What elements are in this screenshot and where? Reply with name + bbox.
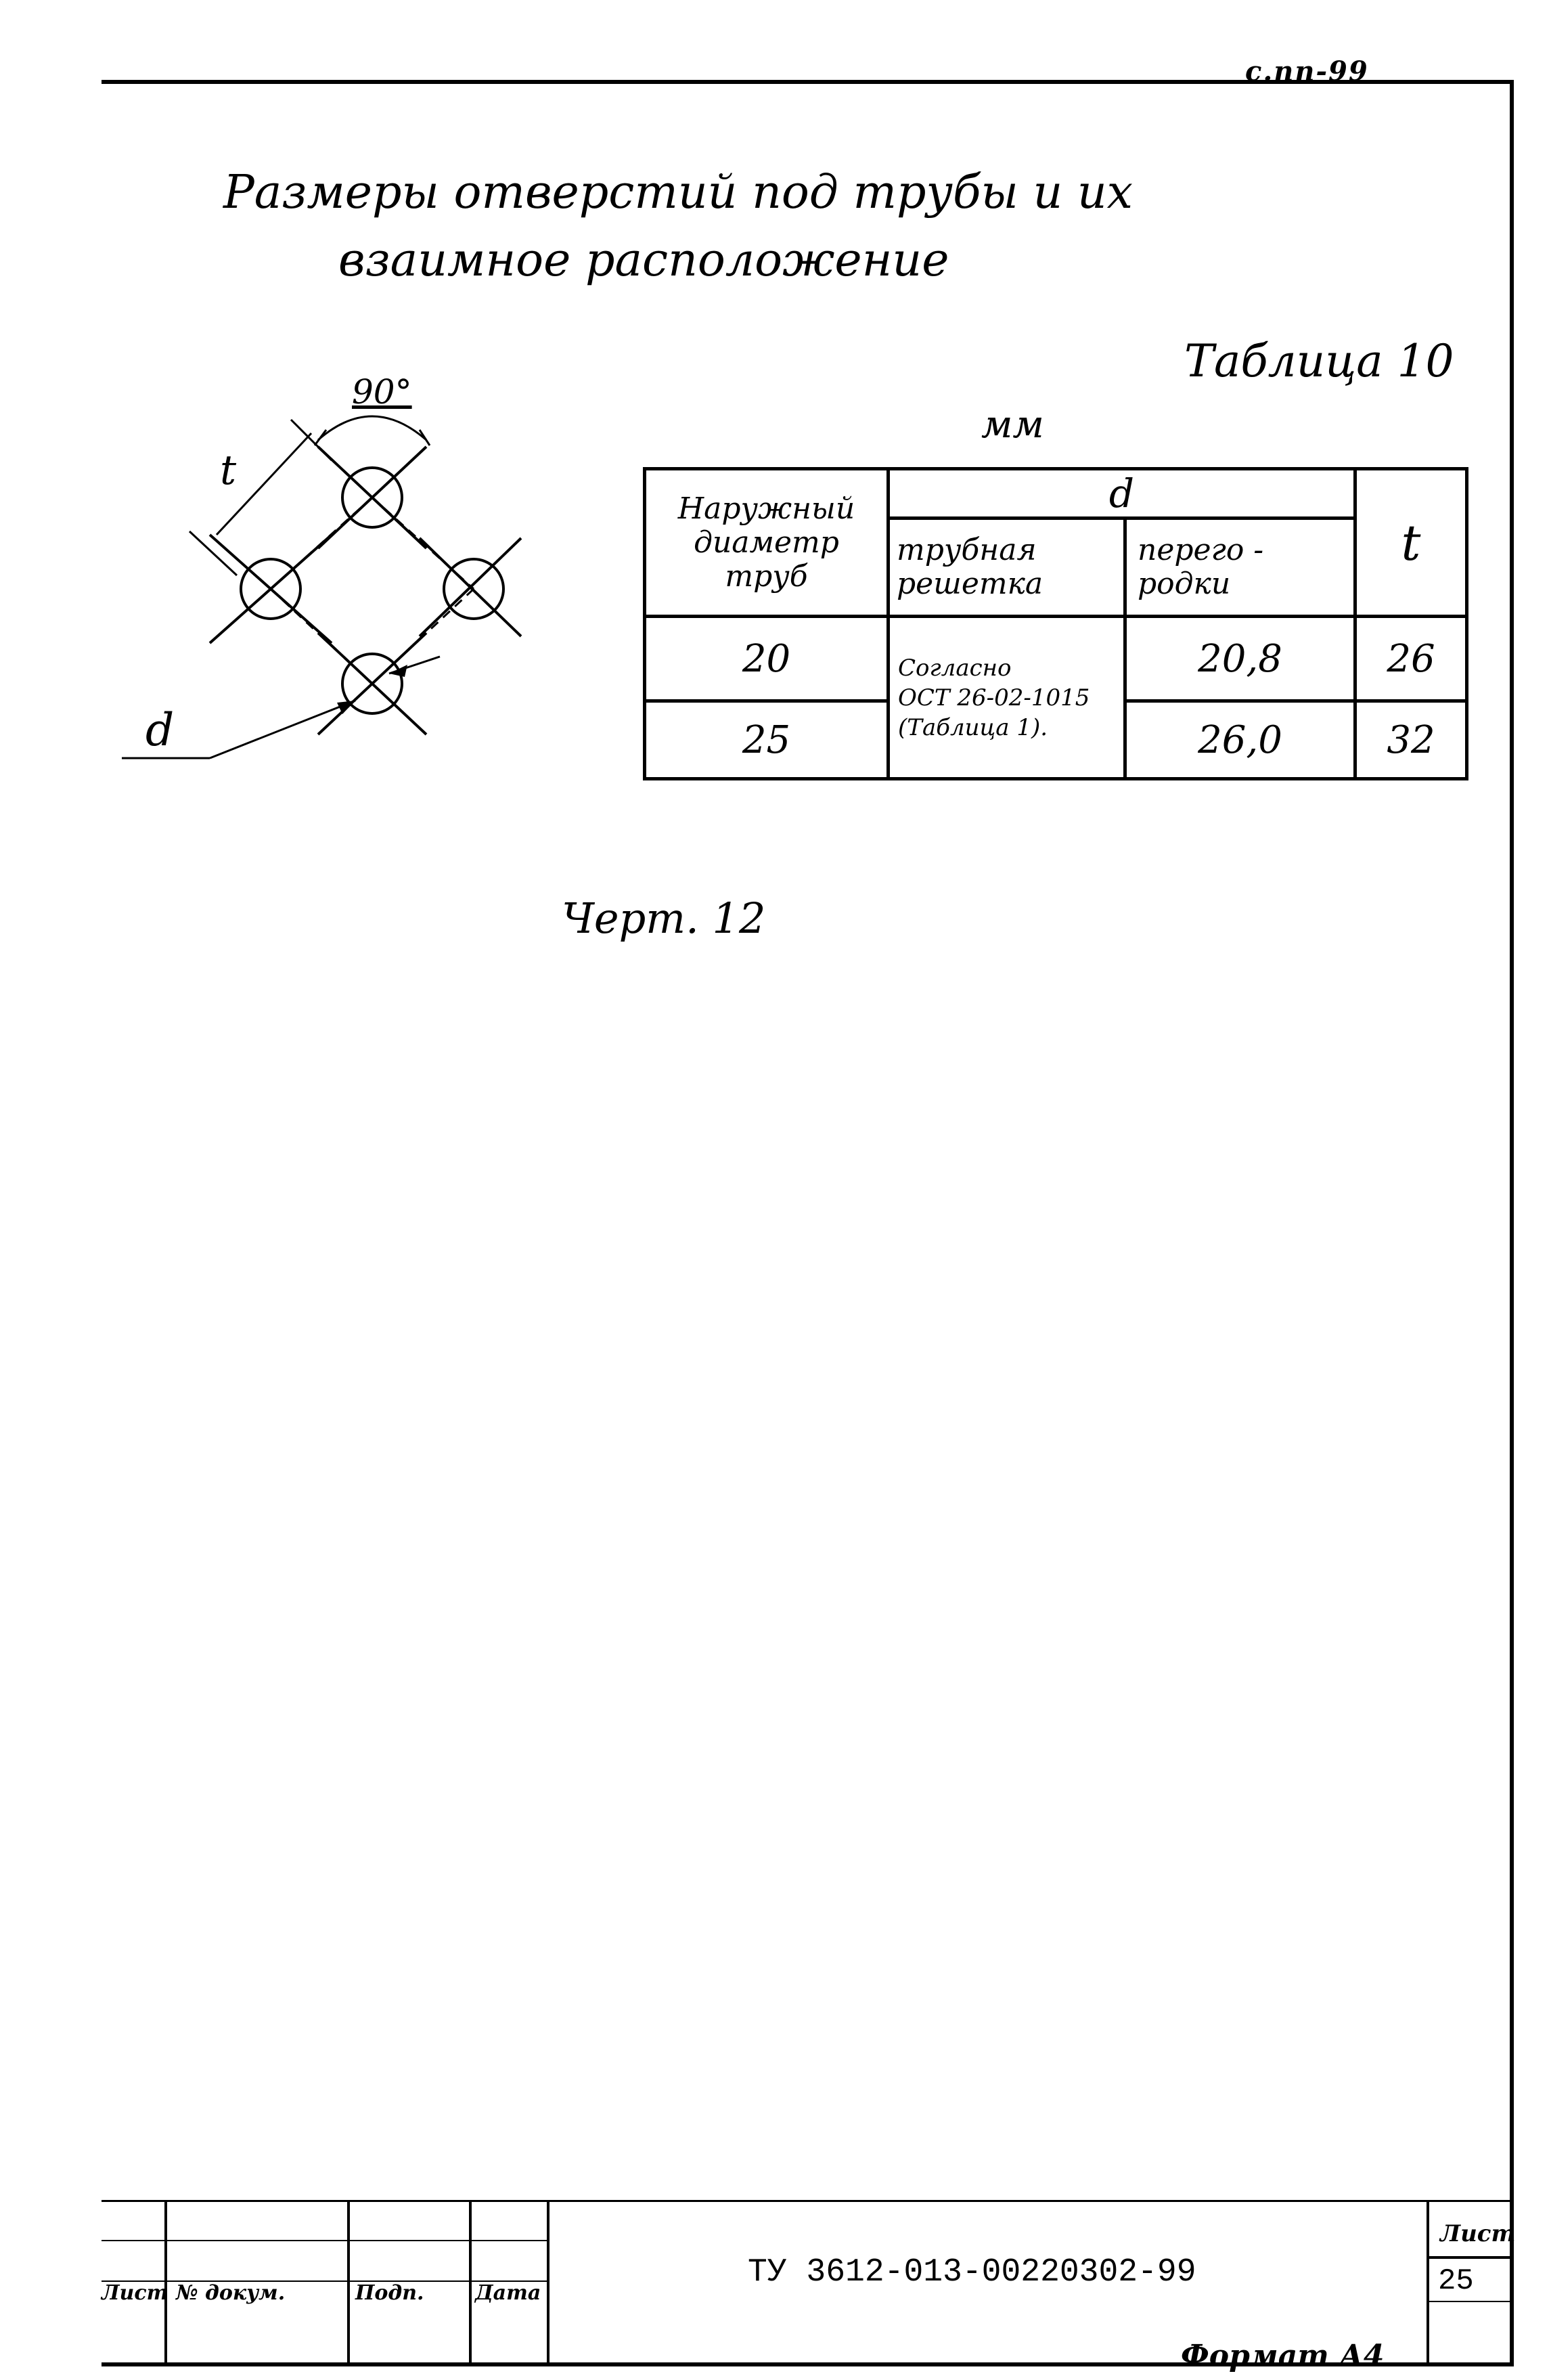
cell-tubesheet-note: Согласно ОСТ 26-02-1015 (Таблица 1). [889,617,1125,779]
header-d-tubesheet: трубная решетка [889,519,1125,617]
hole-dimensions-table [643,467,1468,780]
units-label: мм [981,403,1044,447]
header-outer-diameter: Наружный диаметр труб [645,469,889,617]
document-code: ТУ 3612-013-00220302-99 [748,2254,1196,2291]
hole-left [210,535,332,643]
cell-outer-20: 20 [645,617,889,701]
angle-label: 90° [352,372,412,412]
top-mark: с.пп-99 [1245,56,1369,87]
hole-layout-figure [122,366,528,785]
header-t: t [1355,469,1467,617]
sheet-number: 25 [1438,2264,1474,2298]
pitch-label: t [220,447,237,494]
cell-partition-20: 20,8 [1125,617,1355,701]
stamp-label-signature: Подп. [355,2281,424,2305]
stamp-label-doc-no: № докум. [176,2281,286,2305]
hole-top [318,447,426,548]
table-caption: Таблица 10 [1184,335,1454,387]
hole-bottom [318,633,426,734]
diameter-label: d [145,704,175,756]
hole-right [420,538,521,636]
cell-t-26: 26 [1355,617,1467,701]
format-label: Формат А4 [1181,2339,1385,2373]
stamp-label-sheet: Лист [102,2281,169,2305]
cell-t-32: 32 [1355,701,1467,779]
cell-outer-25: 25 [645,701,889,779]
figure-caption: Черт. 12 [562,894,766,943]
stamp-label-date: Дата [475,2281,541,2305]
cell-partition-26: 26,0 [1125,701,1355,779]
header-d: d [889,469,1355,519]
header-d-partitions: перего - родки [1125,519,1355,617]
title-line-1: Размеры отверстий под трубы и их [223,166,1133,219]
sheet-label: Лист [1440,2220,1516,2247]
title-line-2: взаимное расположение [338,234,949,287]
